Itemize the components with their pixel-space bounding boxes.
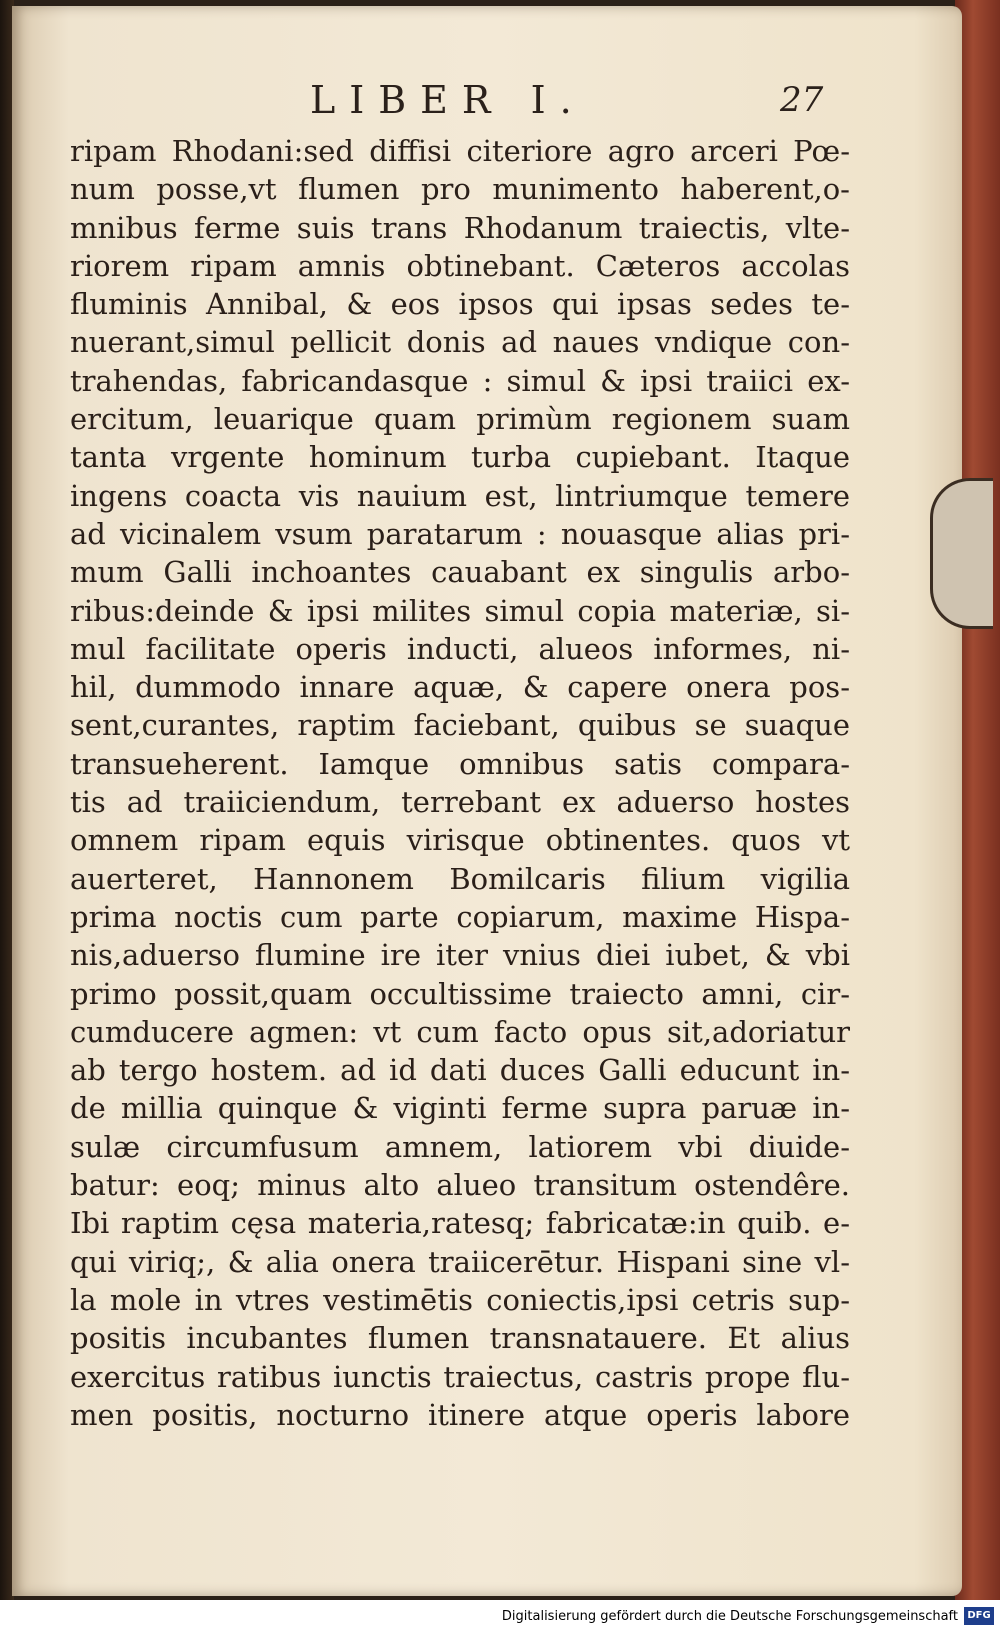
text-line: sent,curantes, raptim faciebant, quibus se suaque (70, 708, 850, 743)
text-line: Ibi raptim cęsa materia,ratesq; fabricatæ:in quib. e- (70, 1206, 850, 1241)
text-line: la mole in vtres vestimētis coniectis,ipsi cetris sup- (70, 1282, 850, 1317)
text-line: sulæ circumfusum amnem, latiorem vbi diuide- (70, 1129, 850, 1164)
text-line: tis ad traiiciendum, terrebant ex aduerso hostes (70, 785, 850, 820)
text-line: num posse,vt flumen pro munimento haberent,o- (70, 172, 850, 207)
text-line: mul facilitate operis inducti, alueos informes, ni- (70, 631, 850, 666)
text-line: primo possit,quam occultissime traiecto amni, cir- (70, 976, 850, 1011)
text-line: positis incubantes flumen transnatauere. Et alius (70, 1321, 850, 1356)
text-line: mum Galli inchoantes cauabant ex singulis arbo- (70, 555, 850, 590)
text-line: auerteret, Hannonem Bomilcaris filium vigilia (70, 861, 850, 896)
thumb-tab (930, 478, 993, 629)
text-line: trahendas, fabricandasque : simul & ipsi traiici ex- (70, 363, 850, 398)
text-line: qui viriq;, & alia onera traiicerētur. Hispani sine vl- (70, 1244, 850, 1279)
dfg-logo: DFG (964, 1607, 994, 1625)
body-text (70, 132, 850, 1434)
text-line: hil, dummodo innare aquæ, & capere onera pos- (70, 670, 850, 705)
text-line: prima noctis cum parte copiarum, maxime Hispa- (70, 899, 850, 934)
text-line: fluminis Annibal, & eos ipsos qui ipsas sedes te- (70, 287, 850, 322)
funding-credit: Digitalisierung gefördert durch die Deutsche Forschungsgemeinschaft (501, 1609, 958, 1624)
text-line: ad vicinalem vsum paratarum : nouasque alias pri- (70, 516, 850, 551)
text-line: ribus:deinde & ipsi milites simul copia materiæ, si- (70, 593, 850, 628)
text-line: de millia quinque & viginti ferme supra paruæ in- (70, 1091, 850, 1126)
text-line: men positis, nocturno itinere atque operis labore (70, 1397, 850, 1432)
text-line: exercitus ratibus iunctis traiectus, castris prope flu- (70, 1359, 850, 1394)
text-line: ripam Rhodani:sed diffisi citeriore agro arceri Pœ- (70, 134, 850, 168)
text-line: batur: eoq; minus alto alueo transitum ostendêre. (70, 1168, 850, 1203)
page-number: 27 (780, 80, 824, 120)
text-line: mnibus ferme suis trans Rhodanum traiectis, vlte- (70, 210, 850, 245)
text-line: nis,aduerso flumine ire iter vnius diei iubet, & vbi (70, 938, 850, 973)
text-line: nuerant,simul pellicit donis ad naues vndique con- (70, 325, 850, 360)
text-line: omnem ripam equis virisque obtinentes. quos vt (70, 823, 850, 858)
running-title: LIBER I. (310, 78, 586, 122)
text-line: transueherent. Iamque omnibus satis compara- (70, 746, 850, 781)
book-page (12, 6, 962, 1596)
text-line: tanta vrgente hominum turba cupiebant. Itaque (70, 440, 850, 475)
page-header (12, 78, 962, 128)
footer-bar (0, 1600, 1000, 1634)
text-line: ingens coacta vis nauium est, lintriumque temere (70, 478, 850, 513)
text-line: riorem ripam amnis obtinebant. Cæteros accolas (70, 248, 850, 283)
text-line: ab tergo hostem. ad id dati duces Galli educunt in- (70, 1053, 850, 1088)
text-line: ercitum, leuarique quam primùm regionem suam (70, 402, 850, 437)
text-line: cumducere agmen: vt cum facto opus sit,adoriatur (70, 1014, 850, 1049)
